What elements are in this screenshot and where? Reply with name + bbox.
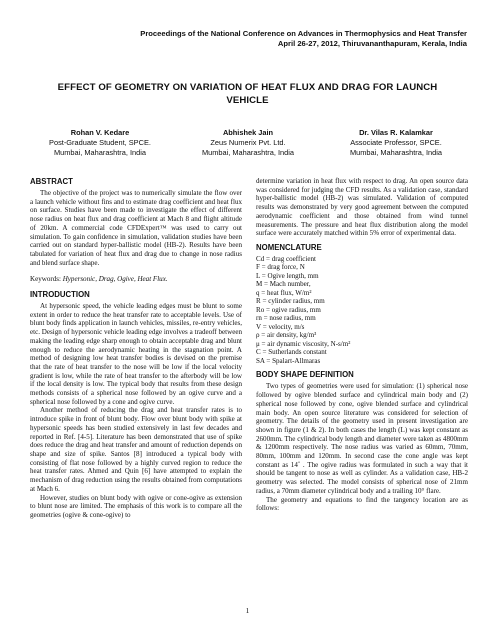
author-2 [174, 128, 322, 159]
keywords [30, 275, 242, 284]
paper-title-line-2: VEHICLE [226, 94, 269, 106]
nomenclature-item: Ro = ogive radius, mm [256, 305, 321, 314]
author-name: Rohan V. Kedare [70, 128, 130, 137]
author-location: Mumbai, Maharashtra, India [201, 148, 294, 158]
right-column [256, 177, 468, 513]
body-shape-heading: BODY SHAPE DEFINITION [256, 370, 354, 380]
nomenclature-item: M = Mach number, [256, 280, 311, 289]
author-affiliation: Zeus Numerix Pvt. Ltd. [210, 138, 286, 148]
nomenclature-item: ρ = air density, kg/m³ [256, 331, 317, 340]
nomenclature-list [256, 255, 468, 366]
author-3 [322, 128, 470, 159]
body-shape-paragraph-1: Two types of geometries were used for simulation: (1) spherical nose followed by ogive blended surface and cylindrical main body and (2) spherical nose followed by cone, ogive blended surface and cylindrical main body. An open source literature was considered for selection of geometry. The details of the geometry used in present investigation are shown in figure (1 & 2). In both cases the length (L) was kept constant as 2600mm. The cylindrical body length and diameter were taken as 4800mm & 1200mm respectively. The nose radius was varied as 60mm, 70mm, 80mm, 100mm and 120mm. In second case the cone angle was kept constant as 14˚ . The ogive radius was formulated in such a way that it should be tangent to nose as well as cylinder. As a validation case, HB-2 geometry was selected. The model consists of spherical nose of 21mm radius, a 70mm diameter cylindrical body and a trailing 10° flare. [256, 382, 468, 495]
nomenclature-item: SA = Spalart-Allmaras [256, 356, 321, 365]
author-name: Dr. Vilas R. Kalamkar [359, 128, 433, 137]
paper-title [40, 82, 455, 107]
author-name: Abhishek Jain [222, 128, 274, 137]
nomenclature-item: F = drag force, N [256, 263, 305, 272]
proceedings-date-location: April 26-27, 2012, Thiruvananthapuram, Kerala, India [277, 39, 467, 48]
author-block [26, 128, 470, 159]
author-affiliation: Associate Professor, SPCE. [350, 138, 442, 148]
abstract-heading: ABSTRACT [30, 177, 73, 186]
nomenclature-item: rn = nose radius, mm [256, 314, 316, 323]
author-affiliation: Post-Graduate Student, SPCE. [49, 138, 151, 148]
introduction-paragraph-3: However, studies on blunt body with ogive or cone-ogive as extension to blunt nose are limited. The emphasis of this work is to compare all the geometries (ogive & cone-ogive) to [30, 493, 242, 519]
nomenclature-item: q = heat flux, W/m² [256, 288, 312, 297]
author-1 [26, 128, 174, 159]
introduction-heading: INTRODUCTION [30, 290, 90, 300]
keywords-text: Hypersonic, Drag, Ogive, Heat Flux. [62, 275, 168, 284]
proceedings-header [140, 29, 467, 49]
introduction-paragraph-1: At hypersonic speed, the vehicle leading edges must be blunt to some extent in order to reduce the heat transfer rate to acceptable levels. Use of blunt body finds application in launch vehicles, missiles, re-entry vehicles, etc. Design of hypersonic vehicle leading edge involves a tradeoff between making the leading edge sharp enough to obtain acceptable drag and blunt enough to reduce the aerodynamic heating in the stagnation point. A method of designing low heat transfer bodies is devised on the premise that the rate of heat transfer to the nose will be low if the local velocity gradient is low, while the rate of heat transfer to the afterbody will be low if the local density is low. The typical body that results from these design methods consists of a spherical nose followed by an ogive curve and a spherical nose followed by a cone and ogive curve. [30, 302, 242, 406]
author-location: Mumbai, Maharashtra, India [349, 148, 442, 158]
introduction-continued: determine variation in heat flux with respect to drag. An open source data was considered for judging the CFD results. As a validation case, standard hyper-ballistic model (HB-2) was simulated. Validation of computed results was demonstrated by very good agreement between the computed aerodynamic coefficient and those obtained from wind tunnel measurements. The pressure and heat flux distribution along the model surface were accurately matched within 5% error of experimental data. [256, 177, 468, 238]
nomenclature-item: R = cylinder radius, mm [256, 297, 325, 306]
nomenclature-heading: NOMENCLATURE [256, 242, 322, 252]
introduction-paragraph-2: Another method of reducing the drag and heat transfer rates is to introduce spike in front of blunt body. Flow over blunt body with spike at hypersonic speeds has been studied extensively in last few decades and reported in Ref. [4-5]. Literature has been demonstrated that use of spike does reduce the drag and heat transfer and amount of reduction depends on shape and size of spike. Santos [8] introduced a typical body with consisting of flat nose followed by a highly curved region to reduce the heat transfer rates. Ahmed and Quin [6] have attempted to explain the mechanism of drag reduction using the results obtained from computations at Mach 6. [30, 406, 242, 493]
abstract-text: The objective of the project was to numerically simulate the flow over a launch vehicle without fins and to estimate drag coefficient and heat flux on surface. Studies have been made to investigate the effect of different nose radius on heat flux and drag coefficient at Mach 8 and flight altitude of 20km. A commercial code CFDExpert™ was used to carry out simulation. To gain confidence in simulation, validation studies have been carried out on standard hyper-ballistic model (HB-2). Results have been tabulated for variation of heat flux and drag due to change in nose radius and blend surface shape. [30, 189, 242, 267]
nomenclature-item: C = Sutherlands constant [256, 348, 327, 357]
author-location: Mumbai, Maharashtra, India [53, 148, 146, 158]
nomenclature-item: μ = air dynamic viscosity, N-s/m² [256, 339, 351, 348]
nomenclature-item: Cd = drag coefficient [256, 254, 317, 263]
body-shape-paragraph-2: The geometry and equations to find the tangency location are as follows: [256, 495, 468, 513]
paper-title-line-1: EFFECT OF GEOMETRY ON VARIATION OF HEAT FLUX AND DRAG FOR LAUNCH [57, 82, 438, 93]
page-number: 1 [245, 606, 250, 615]
keywords-label: Keywords: [30, 275, 61, 284]
proceedings-title: Proceedings of the National Conference on Advances in Thermophysics and Heat Transfer [140, 29, 467, 38]
nomenclature-item: V = velocity, m/s [256, 322, 305, 331]
nomenclature-item: L = Ogive length, mm [256, 271, 319, 280]
left-column [30, 177, 242, 520]
